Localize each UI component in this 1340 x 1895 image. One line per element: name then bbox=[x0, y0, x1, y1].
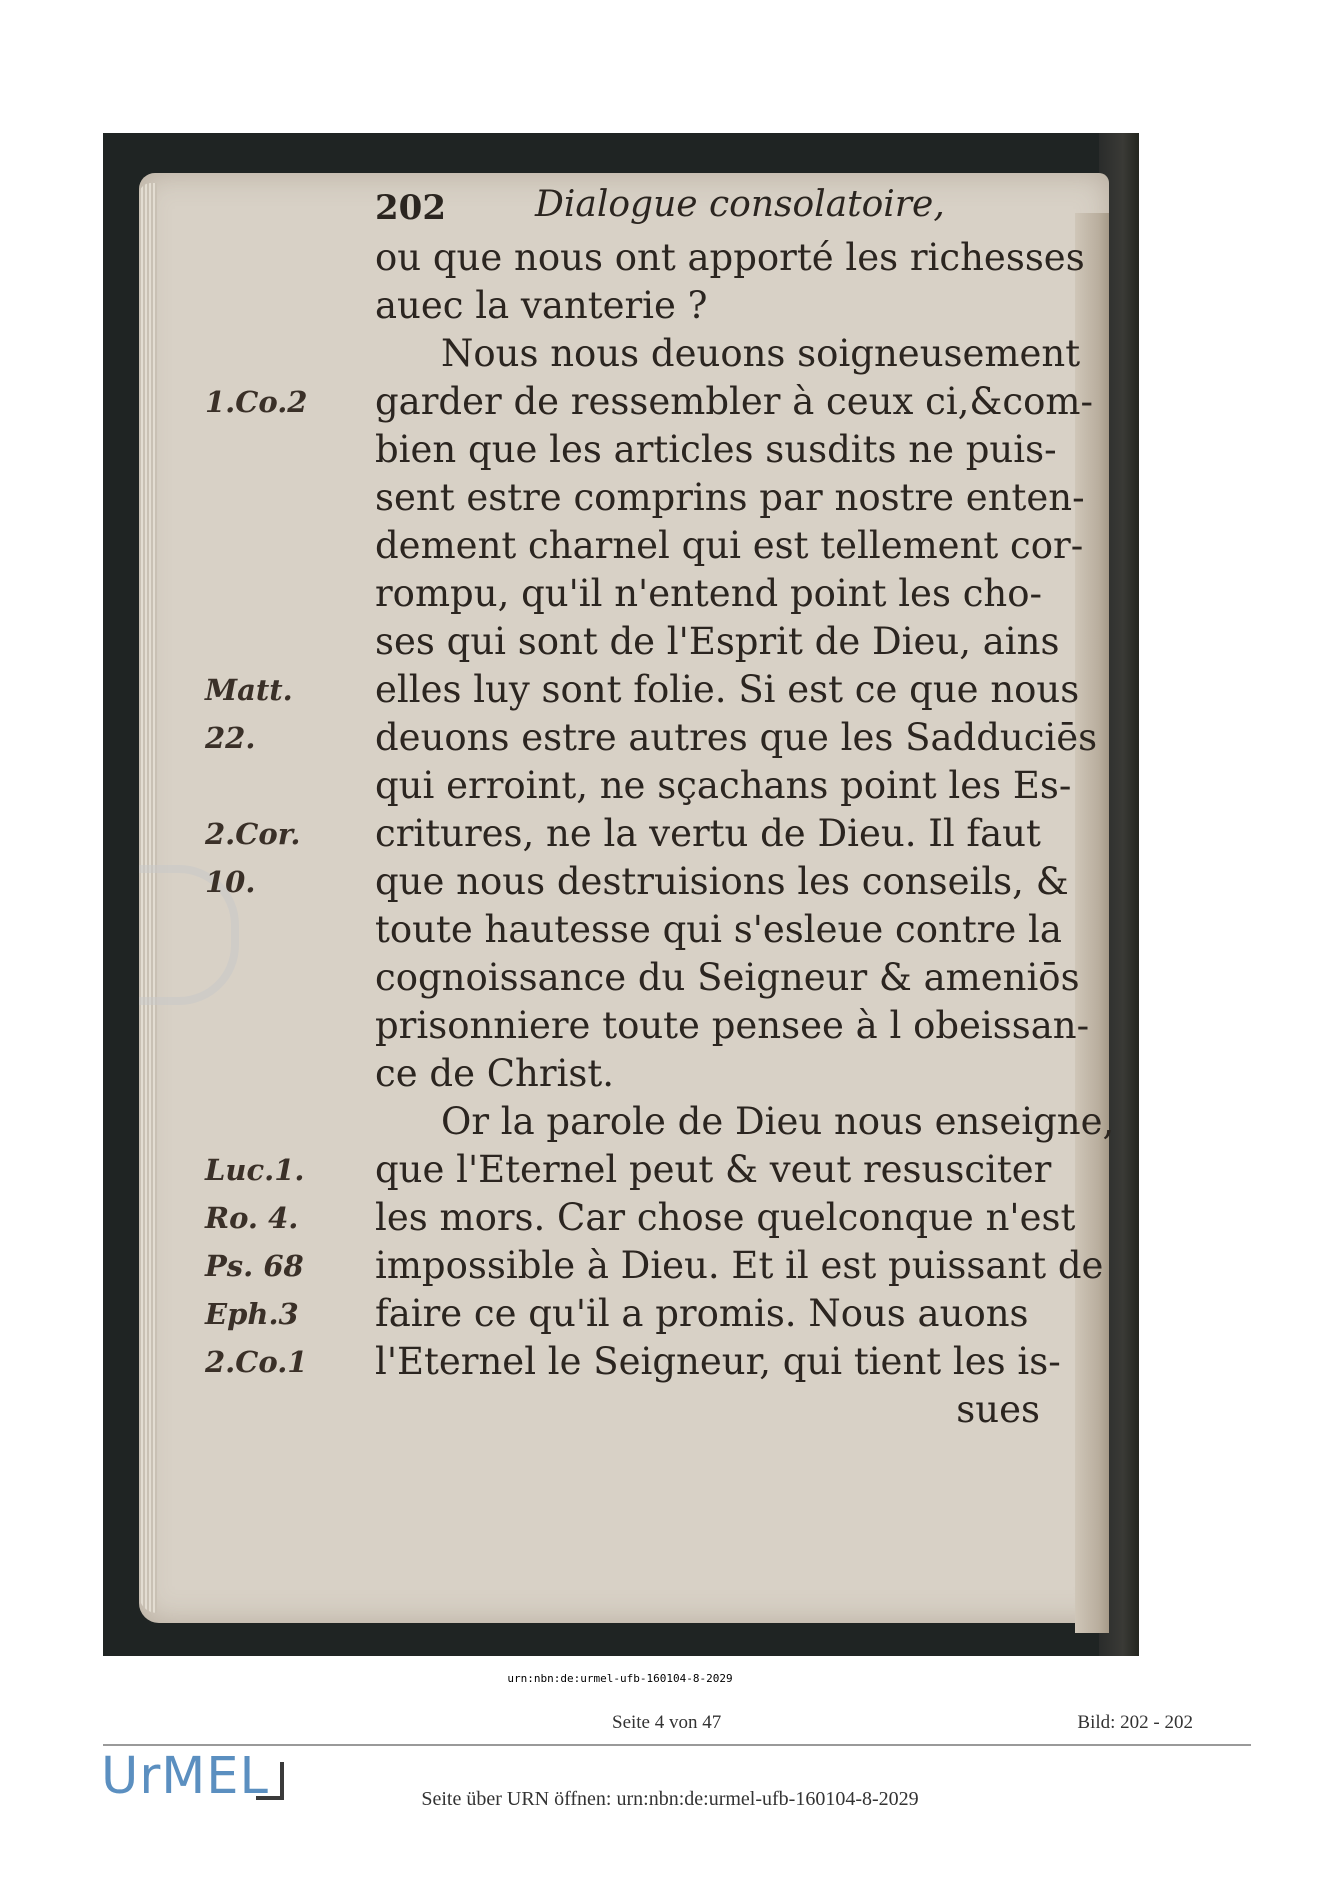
text-line bbox=[205, 714, 1098, 762]
line-text: faire ce qu'il a promis. Nous auons bbox=[375, 1292, 1029, 1335]
text-line bbox=[205, 474, 1085, 522]
line-text: l'Eternel le Seigneur, qui tient les is- bbox=[375, 1340, 1061, 1383]
text-line bbox=[205, 1098, 1115, 1146]
scanned-page-image bbox=[103, 133, 1139, 1656]
text-line bbox=[205, 378, 1093, 426]
line-text: que l'Eternel peut & veut resusciter bbox=[375, 1148, 1052, 1191]
printed-text-block bbox=[205, 184, 1115, 1434]
line-text: ce de Christ. bbox=[375, 1052, 615, 1095]
margin-reference: Luc.1. bbox=[205, 1153, 305, 1187]
line-text: Or la parole de Dieu nous enseigne, bbox=[441, 1100, 1115, 1143]
text-line bbox=[205, 1290, 1075, 1338]
text-line bbox=[205, 810, 1075, 858]
logo-wordmark: UrMEL bbox=[101, 1747, 269, 1806]
text-line bbox=[205, 618, 1075, 666]
text-line bbox=[205, 1386, 1075, 1434]
line-text: critures, ne la vertu de Dieu. Il faut bbox=[375, 812, 1041, 855]
line-text: qui erroint, ne sçachans point les Es- bbox=[375, 764, 1072, 807]
text-line bbox=[205, 858, 1075, 906]
page-counter: Seite 4 von 47 bbox=[612, 1712, 722, 1733]
text-line bbox=[205, 762, 1075, 810]
line-text: garder de ressembler à ceux ci,&com- bbox=[375, 380, 1093, 423]
line-text: les mors. Car chose quelconque n'est bbox=[375, 1196, 1076, 1239]
text-line bbox=[205, 906, 1075, 954]
book-gutter bbox=[1075, 213, 1109, 1633]
line-text: dement charnel qui est tellement cor- bbox=[375, 524, 1084, 567]
text-line bbox=[205, 954, 1080, 1002]
text-line bbox=[205, 1338, 1075, 1386]
line-text: bien que les articles susdits ne puis- bbox=[375, 428, 1057, 471]
running-title: Dialogue consolatoire, bbox=[535, 184, 945, 225]
text-line bbox=[205, 1146, 1075, 1194]
line-text: que nous destruisions les conseils, & bbox=[375, 860, 1069, 903]
page-header bbox=[205, 184, 1075, 234]
margin-reference: Matt. bbox=[205, 673, 293, 707]
margin-reference: Ps. 68 bbox=[205, 1249, 304, 1283]
text-line bbox=[205, 1002, 1090, 1050]
text-line bbox=[205, 1194, 1075, 1242]
line-text: rompu, qu'il n'entend point les cho- bbox=[375, 572, 1043, 615]
line-text: Nous nous deuons soigneusement bbox=[441, 332, 1081, 375]
margin-reference: 2.Co.1 bbox=[205, 1345, 308, 1379]
margin-reference: 22. bbox=[205, 721, 256, 755]
text-line bbox=[205, 1050, 1075, 1098]
text-line bbox=[205, 330, 1081, 378]
text-line bbox=[205, 426, 1075, 474]
image-range: Bild: 202 - 202 bbox=[1077, 1712, 1193, 1733]
printed-page-number: 202 bbox=[375, 188, 446, 228]
line-text: deuons estre autres que les Sadduciēs bbox=[375, 716, 1098, 759]
line-text: auec la vanterie ? bbox=[375, 284, 708, 327]
text-line bbox=[205, 282, 1075, 330]
margin-reference: Eph.3 bbox=[205, 1297, 299, 1331]
line-text: sent estre comprins par nostre enten- bbox=[375, 476, 1085, 519]
line-text: prisonniere toute pensee à l obeissan- bbox=[375, 1004, 1090, 1047]
line-text: ou que nous ont apporté les richesses bbox=[375, 236, 1085, 279]
line-text: toute hautesse qui s'esleue contre la bbox=[375, 908, 1062, 951]
margin-reference: 1.Co.2 bbox=[205, 385, 308, 419]
line-text: elles luy sont folie. Si est ce que nous bbox=[375, 668, 1080, 711]
text-line bbox=[205, 570, 1075, 618]
margin-reference: 2.Cor. bbox=[205, 817, 301, 851]
catchword: sues bbox=[956, 1388, 1040, 1431]
urn-link[interactable]: Seite über URN öffnen: urn:nbn:de:urmel-ufb-160104-8-2029 bbox=[421, 1788, 919, 1810]
line-text: ses qui sont de l'Esprit de Dieu, ains bbox=[375, 620, 1060, 663]
margin-reference: Ro. 4. bbox=[205, 1201, 299, 1235]
text-line bbox=[205, 666, 1080, 714]
text-line bbox=[205, 1242, 1104, 1290]
margin-reference: 10. bbox=[205, 865, 256, 899]
text-line bbox=[205, 234, 1085, 282]
text-line bbox=[205, 522, 1084, 570]
urn-caption: urn:nbn:de:urmel-ufb-160104-8-2029 bbox=[507, 1672, 733, 1685]
line-text: cognoissance du Seigneur & ameniōs bbox=[375, 956, 1080, 999]
line-text: impossible à Dieu. Et il est puissant de bbox=[375, 1244, 1104, 1287]
